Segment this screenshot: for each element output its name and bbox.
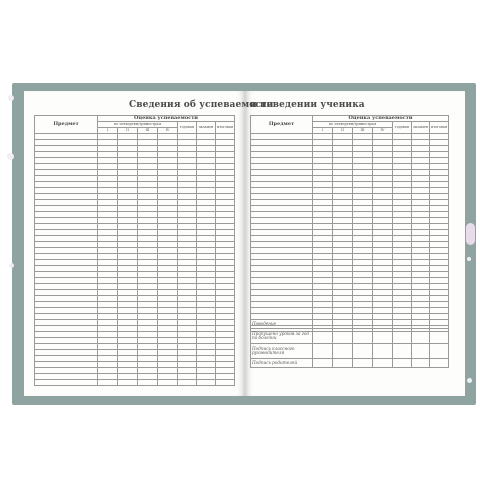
grade-cell[interactable] <box>430 344 449 359</box>
final-header: итоговая <box>216 122 235 134</box>
grades-header: Оценка успеваемости <box>98 116 235 122</box>
grade-cell[interactable] <box>412 344 430 359</box>
grade-cell[interactable] <box>333 329 353 344</box>
grade-cell[interactable] <box>158 380 178 386</box>
grade-cell[interactable] <box>373 344 393 359</box>
grades-header: Оценка успеваемости <box>313 116 449 122</box>
grade-cell[interactable] <box>393 359 412 368</box>
cover-dot <box>467 378 472 383</box>
subject-header: Предмет <box>251 116 313 134</box>
grade-cell[interactable] <box>412 359 430 368</box>
grade-cell[interactable] <box>430 329 449 344</box>
grade-cell[interactable] <box>373 329 393 344</box>
grade-cell[interactable] <box>313 320 333 329</box>
grade-cell[interactable] <box>353 329 373 344</box>
page-title-right: и поведении ученика <box>250 100 365 110</box>
grade-cell[interactable] <box>313 344 333 359</box>
quarter-header: III <box>353 128 373 134</box>
grade-cell[interactable] <box>393 329 412 344</box>
exam-header: экзамен <box>197 122 216 134</box>
grade-cell[interactable] <box>430 359 449 368</box>
cover-dot <box>8 95 14 101</box>
grade-cell[interactable] <box>333 344 353 359</box>
grade-cell[interactable] <box>393 320 412 329</box>
grade-cell[interactable] <box>353 359 373 368</box>
grade-cell[interactable] <box>197 380 216 386</box>
grade-cell[interactable] <box>178 380 197 386</box>
quarter-header: I <box>313 128 333 134</box>
page-title-left: Сведения об успеваемости <box>129 100 274 110</box>
grade-cell[interactable] <box>412 320 430 329</box>
grade-cell[interactable] <box>393 344 412 359</box>
quarter-header: II <box>333 128 353 134</box>
grade-cell[interactable] <box>430 320 449 329</box>
quarter-header: I <box>98 128 118 134</box>
grades-table-left <box>34 115 235 386</box>
quarter-header: III <box>138 128 158 134</box>
yearly-header: годовая <box>393 122 412 134</box>
grade-cell[interactable] <box>216 380 235 386</box>
cover-dot <box>466 223 475 245</box>
grade-cell[interactable] <box>333 320 353 329</box>
cover-dot <box>7 153 14 160</box>
grade-cell[interactable] <box>313 359 333 368</box>
grade-cell[interactable] <box>138 380 158 386</box>
table-row <box>35 380 235 386</box>
grade-cell[interactable] <box>333 359 353 368</box>
subject-cell[interactable] <box>35 380 98 386</box>
conduct-table <box>250 319 449 368</box>
subject-header: Предмет <box>35 116 98 134</box>
grade-cell[interactable] <box>313 329 333 344</box>
grade-cell[interactable] <box>353 320 373 329</box>
grade-cell[interactable] <box>412 329 430 344</box>
grade-cell[interactable] <box>373 359 393 368</box>
grade-cell[interactable] <box>373 320 393 329</box>
quarter-header: IV <box>158 128 178 134</box>
yearly-header: годовая <box>178 122 197 134</box>
period-header: по четвертям/триместрам <box>98 122 178 128</box>
cover-dot <box>9 263 14 268</box>
conduct-label: Поведение <box>251 320 313 329</box>
cover-dot <box>467 257 471 261</box>
quarter-header: II <box>118 128 138 134</box>
grade-cell[interactable] <box>98 380 118 386</box>
final-header: итоговая <box>430 122 449 134</box>
exam-header: экзамен <box>412 122 430 134</box>
parent-signature-label: Подпись родителей <box>251 359 313 368</box>
grade-cell[interactable] <box>353 344 373 359</box>
teacher-signature-label: Подпись классного руководителя <box>251 344 313 359</box>
grades-table-right <box>250 115 449 332</box>
quarter-header: IV <box>373 128 393 134</box>
period-header: по четвертям/триместрам <box>313 122 393 128</box>
missed-lessons-label: Пропущено уроков за год по болезни <box>251 329 313 344</box>
grade-cell[interactable] <box>118 380 138 386</box>
